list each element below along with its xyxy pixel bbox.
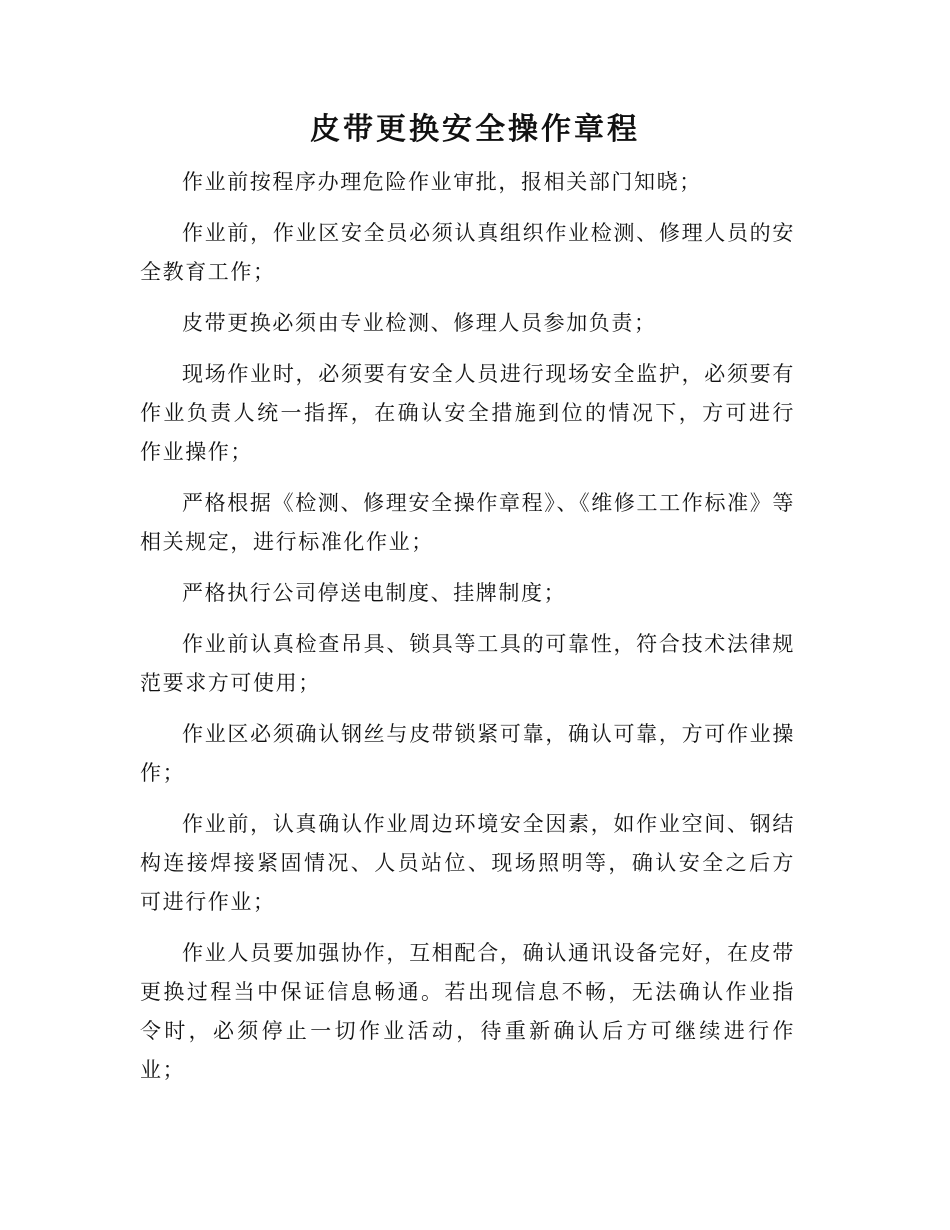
paragraph: 作业前，作业区安全员必须认真组织作业检测、修理人员的安全教育工作； bbox=[140, 221, 795, 284]
document-title: 皮带更换安全操作章程 bbox=[310, 112, 640, 147]
paragraph: 作业前按程序办理危险作业审批，报相关部门知晓； bbox=[182, 170, 702, 194]
paragraph: 作业前，认真确认作业周边环境安全因素，如作业空间、钢结构连接焊接紧固情况、人员站位、现场照明等，确认安全之后方可进行作业； bbox=[140, 812, 795, 914]
paragraph: 作业人员要加强协作，互相配合，确认通讯设备完好，在皮带更换过程当中保证信息畅通。若出现信息不畅，无法确认作业指令时，必须停止一切作业活动，待重新确认后方可继续进行作业； bbox=[140, 941, 795, 1082]
document-body bbox=[140, 163, 795, 1102]
paragraph: 作业区必须确认钢丝与皮带锁紧可靠，确认可靠，方可作业操作； bbox=[140, 722, 795, 785]
paragraph: 作业前认真检查吊具、锁具等工具的可靠性，符合技术法律规范要求方可使用； bbox=[140, 632, 795, 695]
paragraph: 严格执行公司停送电制度、挂牌制度； bbox=[182, 581, 567, 605]
paragraph: 现场作业时，必须要有安全人员进行现场安全监护，必须要有作业负责人统一指挥，在确认安全措施到位的情况下，方可进行作业操作； bbox=[140, 362, 795, 464]
paragraph: 严格根据《检测、修理安全操作章程》、《维修工工作标准》等相关规定，进行标准化作业； bbox=[140, 491, 795, 554]
paragraph: 皮带更换必须由专业检测、修理人员参加负责； bbox=[182, 311, 657, 335]
